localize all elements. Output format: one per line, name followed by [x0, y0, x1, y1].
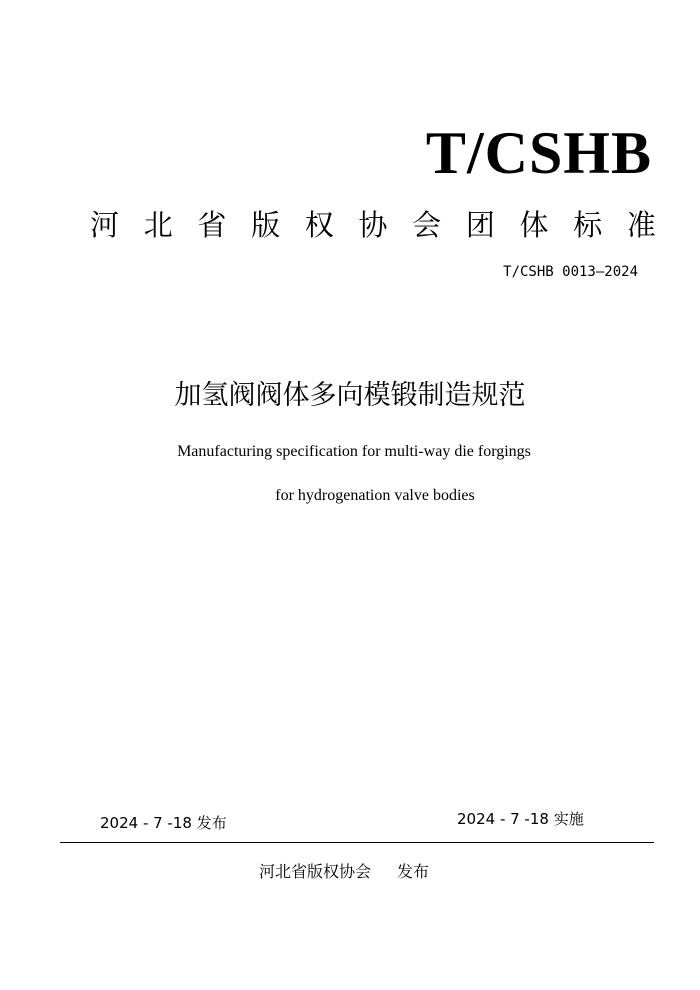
- chinese-title: 加氢阀阀体多向模锻制造规范: [174, 380, 526, 411]
- org-title-char: 准: [626, 208, 656, 242]
- organization-standard-title: [90, 205, 656, 245]
- publish-date: 2024 - 7 -18 发布: [100, 814, 227, 832]
- english-title-line-2: for hydrogenation valve bodies: [275, 487, 475, 504]
- standard-code-logo: T/CSHB: [425, 120, 652, 186]
- publisher-line: [259, 861, 429, 883]
- publisher-action: 发布: [397, 862, 430, 881]
- org-title-char: 版: [251, 208, 281, 242]
- english-title-line-1: Manufacturing specification for multi-way die forgings: [177, 443, 531, 460]
- org-title-char: 北: [143, 208, 173, 242]
- org-title-char: 河: [90, 208, 120, 242]
- org-title-char: 标: [573, 208, 603, 242]
- org-title-char: 协: [358, 208, 388, 242]
- footer-divider: [60, 842, 654, 843]
- publisher-name: 河北省版权协会: [259, 862, 372, 881]
- org-title-char: 省: [197, 208, 227, 242]
- org-title-char: 会: [412, 208, 442, 242]
- org-title-char: 团: [465, 208, 495, 242]
- implement-date: 2024 - 7 -18 实施: [457, 810, 584, 828]
- org-title-char: 体: [519, 208, 549, 242]
- standard-number: T/CSHB 0013—2024: [503, 264, 638, 280]
- org-title-char: 权: [304, 208, 334, 242]
